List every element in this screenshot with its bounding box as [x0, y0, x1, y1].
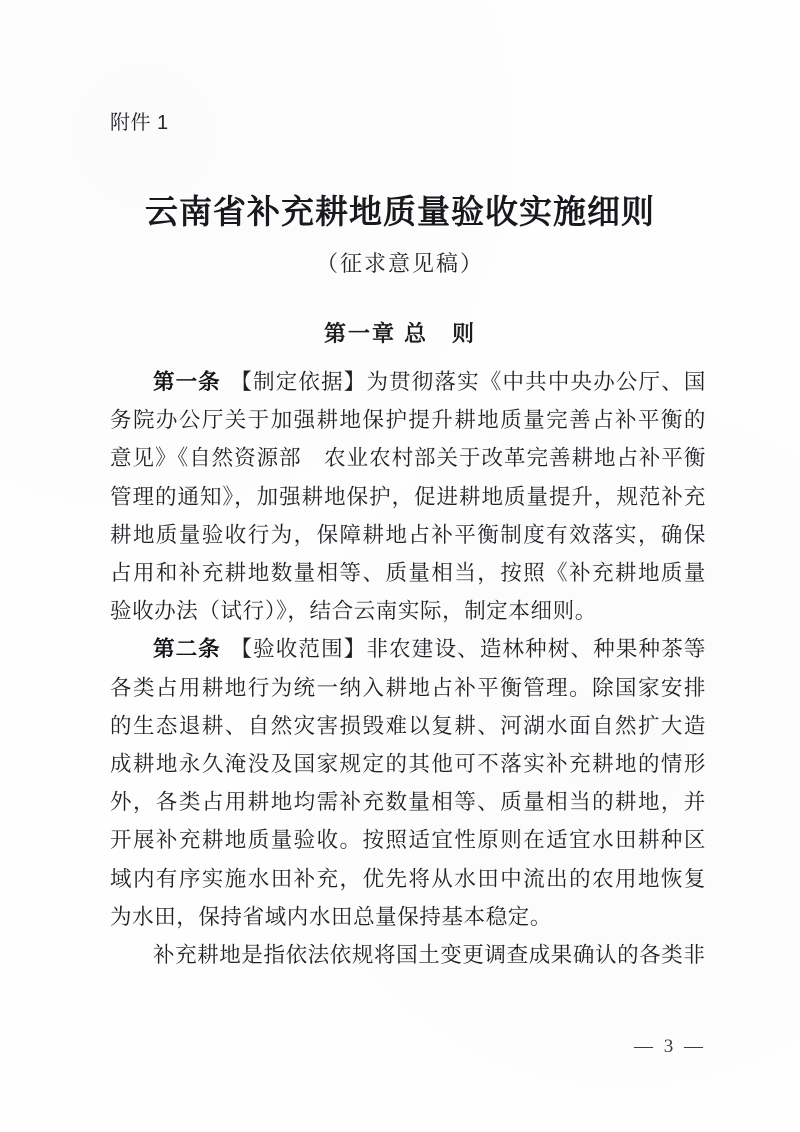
article-tag: 【验收范围】 [230, 637, 367, 662]
document-body [110, 363, 706, 974]
page-number: — 3 — [634, 1036, 706, 1057]
attachment-label: 附件 1 [110, 112, 169, 134]
body-paragraph [110, 936, 706, 974]
article-number: 第一条 [153, 370, 221, 394]
article-number: 第二条 [153, 637, 221, 662]
document-subtitle: （征求意见稿） [315, 251, 484, 276]
article-text: 为贯彻落实《中共中央办公厅、国务院办公厅关于加强耕地保护提升耕地质量完善占补平衡的意见》《自然资源部 农业农村部关于改革完善耕地占补平衡管理的通知》，加强耕地保护，促进耕地质量提升，规范补充耕地质量验收行为，保障耕地占补平衡制度有效落实，确保占用和补充耕地数量相等、质量相当，按照《补充耕地质量验收办法（试行）》，结合云南实际，制定本细则。 [110, 370, 706, 624]
article-tag: 【制定依据】 [230, 370, 367, 394]
page-title: 云南省补充耕地质量验收实施细则 [145, 195, 655, 231]
article-text: 非农建设、造林种树、种果种茶等各类占用耕地行为统一纳入耕地占补平衡管理。除国家安排的生态退耕、自然灾害损毁难以复耕、河湖水面自然扩大造成耕地永久淹没及国家规定的其他可不落实补充耕地的情形外，各类占用耕地均需补充数量相等、质量相当的耕地，并开展补充耕地质量验收。按照适宜性原则在适宜水田耕种区域内有序实施水田补充，优先将从水田中流出的农用地恢复为水田，保持省域内水田总量保持基本稳定。 [110, 637, 706, 929]
article-paragraph [110, 630, 706, 936]
chapter-heading: 第一章 总 则 [323, 321, 477, 346]
paragraph-text: 补充耕地是指依法依规将国土变更调查成果确认的各类非 [153, 943, 706, 968]
article-paragraph [110, 363, 706, 630]
